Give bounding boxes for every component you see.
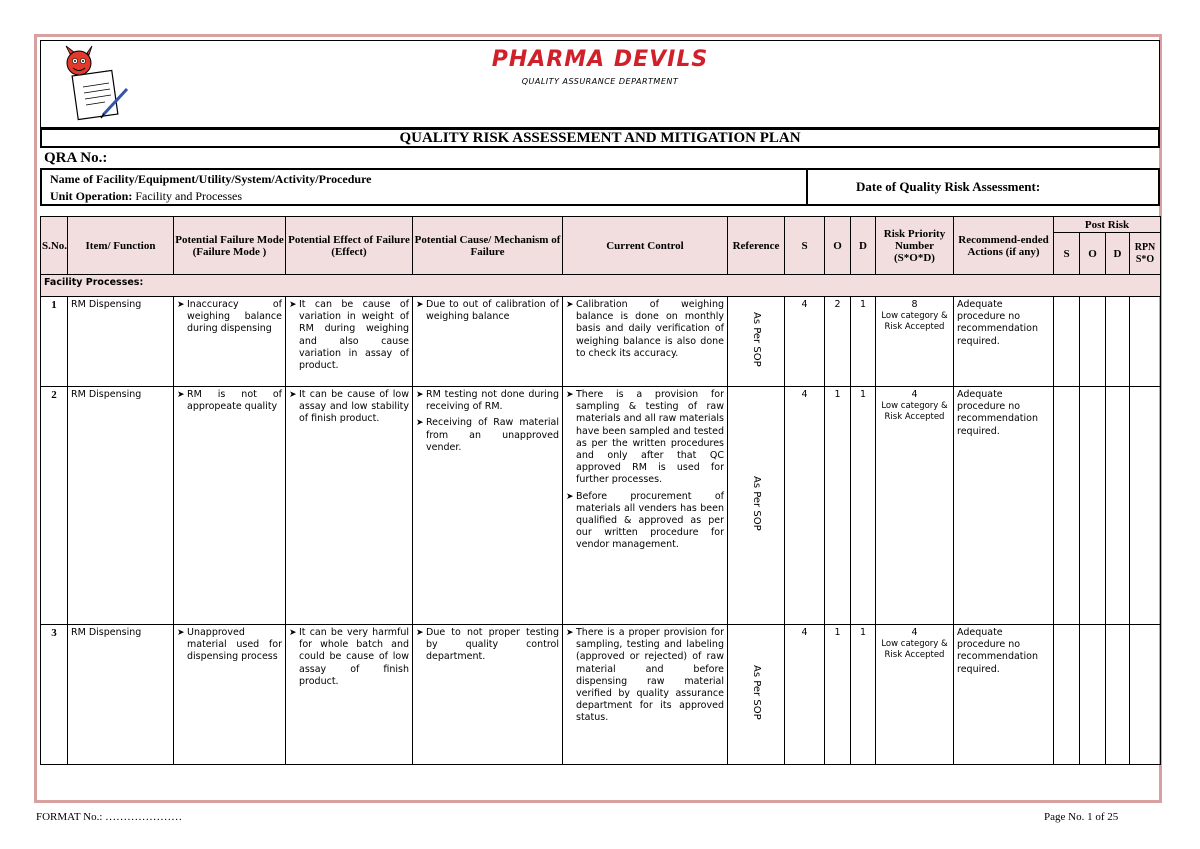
cell-control (563, 625, 728, 765)
facility-info-box (40, 168, 1160, 206)
cell-item: RM Dispensing (68, 625, 174, 765)
cell-effect (286, 387, 413, 625)
cell-detection: 1 (851, 387, 876, 625)
header-post-risk: Post Risk (1054, 217, 1161, 233)
cell-rpn (876, 387, 954, 625)
cell-item: RM Dispensing (68, 297, 174, 387)
header-effect: Potential Effect of Failure (Effect) (286, 217, 413, 275)
assessment-date-label: Date of Quality Risk Assessment: (806, 170, 1158, 204)
cell-sno: 3 (41, 625, 68, 765)
arrow-bullet-icon: ➤ (566, 300, 574, 310)
cell-sno: 2 (41, 387, 68, 625)
cell-effect (286, 297, 413, 387)
unit-operation-line (50, 189, 242, 204)
cell-detection: 1 (851, 297, 876, 387)
rpn-value: 4 (911, 627, 918, 638)
header-severity: S (785, 217, 825, 275)
cell-post-detection (1106, 625, 1130, 765)
arrow-bullet-icon: ➤ (177, 300, 185, 310)
cell-effect (286, 625, 413, 765)
header-cause: Potential Cause/ Mechanism of Failure (413, 217, 563, 275)
cell-rpn (876, 625, 954, 765)
cell-failure-mode (174, 387, 286, 625)
table-row (41, 387, 1161, 625)
bullet-item: ➤ Before procurement of materials all venders has been qualified & approved as per our written procedure for vendor management. (566, 490, 724, 551)
cell-occurrence: 2 (825, 297, 851, 387)
arrow-bullet-icon: ➤ (416, 390, 424, 400)
section-title: Facility Processes: (41, 275, 1161, 297)
bullet-item: ➤ It can be cause of low assay and low stability of finish product. (289, 389, 409, 425)
bullet-item: ➤ Receiving of Raw material from an unapproved vender. (416, 417, 559, 453)
header-post-rpn: RPN S*O (1130, 233, 1161, 275)
cell-control (563, 297, 728, 387)
cell-post-severity (1054, 297, 1080, 387)
rpn-value: 4 (911, 389, 918, 400)
cell-reference (728, 297, 785, 387)
header-actions: Recommend-ended Actions (if any) (954, 217, 1054, 275)
arrow-bullet-icon: ➤ (289, 300, 297, 310)
arrow-bullet-icon: ➤ (566, 390, 574, 400)
cell-failure-mode (174, 625, 286, 765)
cell-reference (728, 387, 785, 625)
cell-severity: 4 (785, 297, 825, 387)
cell-failure-mode (174, 297, 286, 387)
cell-actions: Adequate procedure no recommendation required. (954, 297, 1054, 387)
cell-control (563, 387, 728, 625)
header-post-detection: D (1106, 233, 1130, 275)
cell-sno: 1 (41, 297, 68, 387)
cell-actions: Adequate procedure no recommendation required. (954, 387, 1054, 625)
reference-text: As Per SOP (751, 312, 763, 367)
rpn-note: Low category & Risk Accepted (881, 639, 948, 661)
cell-post-rpn (1130, 387, 1161, 625)
arrow-bullet-icon: ➤ (566, 628, 574, 638)
table-row (41, 625, 1161, 765)
header-item: Item/ Function (68, 217, 174, 275)
cell-post-rpn (1130, 297, 1161, 387)
format-number: FORMAT No.: ………………… (36, 811, 183, 823)
cell-post-occurrence (1080, 625, 1106, 765)
cell-severity: 4 (785, 625, 825, 765)
arrow-bullet-icon: ➤ (566, 491, 574, 502)
header-occurrence: O (825, 217, 851, 275)
header-reference: Reference (728, 217, 785, 275)
cell-cause (413, 625, 563, 765)
header-sno: S.No. (41, 217, 68, 275)
bullet-item: ➤ There is a proper provision for sampling, testing and labeling (approved or rejected) of raw material and before dispensing raw material verified by quality assurance department for its approved status. (566, 627, 724, 724)
department-name: QUALITY ASSURANCE DEPARTMENT (521, 77, 679, 86)
arrow-bullet-icon: ➤ (416, 418, 424, 429)
header-failure-mode: Potential Failure Mode (Failure Mode ) (174, 217, 286, 275)
cell-cause (413, 297, 563, 387)
unit-operation-value: Facility and Processes (135, 189, 242, 203)
bullet-item: ➤ There is a provision for sampling & testing of raw materials and all raw materials have been sampled and tested as per the written procedures and only after that QC approved RM is used for further processes. (566, 389, 724, 486)
bullet-item: ➤ Due to out of calibration of weighing balance (416, 299, 559, 323)
bullet-item: ➤ Due to not proper testing by quality control department. (416, 627, 559, 663)
cell-occurrence: 1 (825, 625, 851, 765)
bullet-item: ➤ Unapproved material used for dispensing process (177, 627, 282, 663)
facility-name-label: Name of Facility/Equipment/Utility/System/Activity/Procedure (50, 172, 372, 186)
cell-post-occurrence (1080, 297, 1106, 387)
header-detection: D (851, 217, 876, 275)
cell-severity: 4 (785, 387, 825, 625)
header-control: Current Control (563, 217, 728, 275)
cell-actions: Adequate procedure no recommendation required. (954, 625, 1054, 765)
cell-cause (413, 387, 563, 625)
cell-rpn (876, 297, 954, 387)
cell-post-rpn (1130, 625, 1161, 765)
header-post-occurrence: O (1080, 233, 1106, 275)
bullet-item: ➤ RM is not of appropeate quality (177, 389, 282, 413)
arrow-bullet-icon: ➤ (416, 300, 424, 310)
page-number: Page No. 1 of 25 (1044, 811, 1119, 823)
brand-name: PHARMA DEVILS (491, 47, 709, 72)
table-row (41, 297, 1161, 387)
page-title: QUALITY RISK ASSESSEMENT AND MITIGATION PLAN (40, 128, 1160, 148)
cell-post-severity (1054, 625, 1080, 765)
bullet-item: ➤ It can be cause of variation in weight of RM during weighing and also cause variation in assay of product. (289, 299, 409, 372)
arrow-bullet-icon: ➤ (289, 390, 297, 400)
unit-operation-label: Unit Operation: (50, 189, 133, 203)
header-post-severity: S (1054, 233, 1080, 275)
arrow-bullet-icon: ➤ (416, 628, 424, 638)
cell-item: RM Dispensing (68, 387, 174, 625)
rpn-note: Low category & Risk Accepted (881, 401, 948, 423)
bullet-item: ➤ It can be very harmful for whole batch and could be cause of low assay of finish product. (289, 627, 409, 687)
qra-number-label: QRA No.: (44, 150, 108, 166)
rpn-value: 8 (911, 299, 918, 310)
reference-text: As Per SOP (751, 476, 763, 531)
cell-detection: 1 (851, 625, 876, 765)
cell-reference (728, 625, 785, 765)
cell-post-detection (1106, 387, 1130, 625)
arrow-bullet-icon: ➤ (177, 390, 185, 400)
bullet-item: ➤ Inaccuracy of weighing balance during dispensing (177, 299, 282, 335)
rpn-note: Low category & Risk Accepted (881, 311, 948, 333)
arrow-bullet-icon: ➤ (177, 628, 185, 638)
cell-post-severity (1054, 387, 1080, 625)
cell-post-detection (1106, 297, 1130, 387)
risk-assessment-table (40, 216, 1161, 765)
cell-post-occurrence (1080, 387, 1106, 625)
header-rpn: Risk Priority Number (S*O*D) (876, 217, 954, 275)
cell-occurrence: 1 (825, 387, 851, 625)
reference-text: As Per SOP (751, 665, 763, 720)
bullet-item: ➤ RM testing not done during receiving of RM. (416, 389, 559, 413)
arrow-bullet-icon: ➤ (289, 628, 297, 638)
bullet-item: ➤ Calibration of weighing balance is done on monthly basis and daily verification of weighing balance is also done to check its accuracy. (566, 299, 724, 359)
document-header (40, 40, 1160, 128)
